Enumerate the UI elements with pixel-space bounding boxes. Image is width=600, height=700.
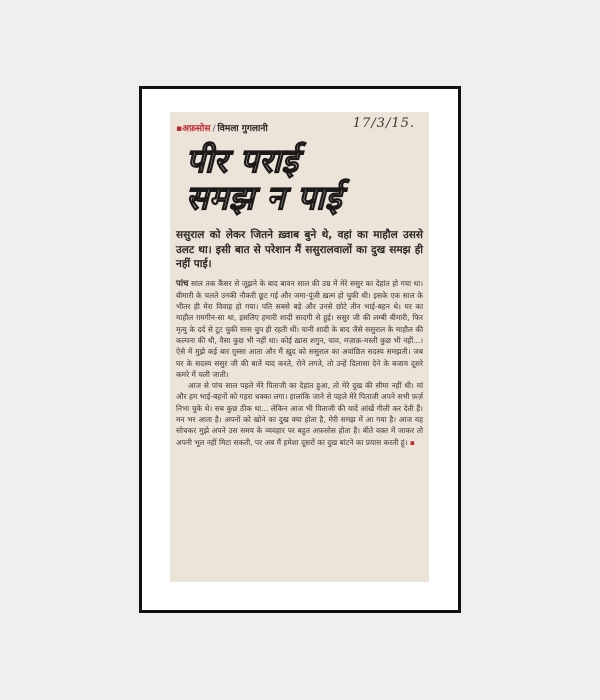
bullet-icon: ▪	[176, 124, 183, 134]
paragraph-1-text: साल तक कैंसर से जूझने के बाद बावन साल की उम्र में मेरे ससुर का देहांत हो गया था। बीमारी के चलते उनकी नौकरी छूट गई और जमा-पूंजी ख़त्म हो चुकी थी। इसके एक साल के भीतर ही मेरा विवाह हो गया। पति सबसे बड़े और उनसे छोटे तीन भाई-बहन थे। घर का माहौल ग़मगीन-सा था, इसलिए हमारी शादी सादगी से हुई। ससुर जी की लम्बी बीमारी, फिर मृत्यु के दर्द से टूट चुकी सास चुप ही रहती थीं। यानी शादी के बाद जैसे ससुराल के माहौल की कल्पना की थी, वैसा कुछ भी नहीं था। कोई ख़ास शगुन, चाव, मज़ाक़-मस्ती कुछ भी नहीं...। ऐसे में मुझे कई बार ग़ुस्सा आता और मैं ख़ुद को ससुराल का अवांछित सदस्य समझती। जब घर के सदस्य ससुर जी की बातें याद करते, रोने लगते, तो उन्हें दिलासा देने के बजाय दूसरे कमरे में चली जाती।	[176, 278, 423, 379]
author-name: विमला गुगलानी	[217, 124, 268, 134]
headline	[186, 142, 423, 216]
paragraph-1	[176, 278, 423, 381]
paragraph-2-text: आज से पांच साल पहले मेरे पिताजी का देहांत हुआ, तो मेरे दुख की सीमा नहीं थी। मां और हम भाई-बहनों को गहरा धक्का लगा। हालांकि जाने से पहले मेरे पिताजी अपने सभी फ़र्ज़ निभा चुके थे। सब कुछ ठीक था... लेकिन आज भी पिताजी की यादें आंखें गीली कर देती हैं। मन भर आता है। अपनों को खोने का दुख क्या होता है, मेरी समझ में आ गया है। आज यह सोचकर मुझे अपने उस समय के व्यवहार पर बहुत अफ़सोस होता है। बीते वक़्त में जाकर तो अपनी भूल नहीं मिटा सकती, पर अब मैं हमेशा दूसरों का दुख बांटने का प्रयास करती हूं।	[176, 381, 423, 447]
section-name: अफ़सोस	[182, 124, 211, 134]
newspaper-clipping	[170, 112, 429, 582]
end-mark-icon: ▪	[409, 437, 415, 447]
deck-text: ससुराल को लेकर जितने ख़्वाब बुने थे, वहां का माहौल उससे उलट था। इसी बात से परेशान मैं ससुरालवालों का दुख समझ ही नहीं पाई।	[176, 229, 423, 270]
section-label	[176, 121, 268, 134]
lead-word: पांच	[176, 278, 189, 289]
headline-line-1: पीर पराई	[186, 141, 299, 180]
article-body	[176, 278, 423, 448]
clipping-header	[176, 118, 423, 136]
handwritten-date: 17/3/15.	[352, 116, 415, 131]
separator: /	[212, 124, 216, 134]
paragraph-2	[176, 380, 423, 448]
headline-line-2: समझ न पाई	[186, 178, 342, 217]
